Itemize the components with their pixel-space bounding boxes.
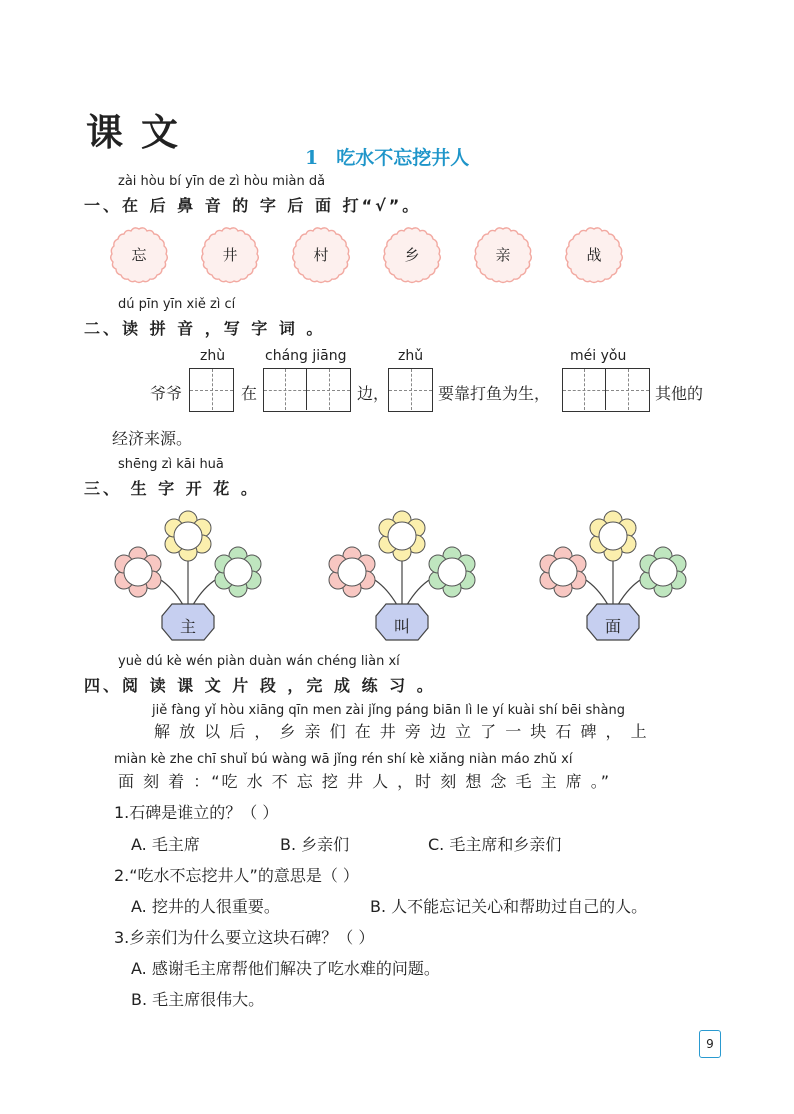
- q4-label: 四、阅 读 课 文 片 段 ，完 成 练 习 。: [84, 676, 436, 695]
- page-number: 9: [699, 1030, 721, 1058]
- lesson-title: [305, 143, 469, 170]
- question-3: 3.乡亲们为什么要立这块石碑？（ ）: [114, 928, 375, 947]
- pinyin-changjiang: cháng jiāng: [265, 348, 347, 364]
- passage-line-1: 解 放 以 后 ， 乡 亲 们 在 井 旁 边 立 了 一 块 石 碑 ， 上: [154, 722, 649, 741]
- badge-char-4[interactable]: [383, 226, 441, 284]
- q1-option-a[interactable]: A. 毛主席: [131, 835, 200, 854]
- q2-label: 二、读 拼 音 ，写 字 词 。: [84, 319, 326, 338]
- badge-char-text: 战: [586, 246, 602, 264]
- write-grid-zhu[interactable]: [189, 368, 234, 412]
- question-1: 1.石碑是谁立的？（ ）: [114, 803, 279, 822]
- q2-option-a[interactable]: A. 挖井的人很重要。: [131, 897, 280, 916]
- pinyin-meiyou: méi yǒu: [570, 348, 627, 364]
- text-line2: 经济来源。: [112, 429, 193, 448]
- q3-option-b[interactable]: B. 毛主席很伟大。: [131, 990, 265, 1009]
- flower-pot-1[interactable]: [108, 504, 268, 644]
- section-title: 课文: [86, 111, 196, 154]
- badge-char-text: 村: [313, 246, 329, 264]
- lesson-number: 1: [305, 147, 319, 169]
- q2-pinyin: dú pīn yīn xiě zì cí: [118, 297, 236, 312]
- passage-pinyin-2: miàn kè zhe chī shuǐ bú wàng wā jǐng rén shí kè xiǎng niàn máo zhǔ xí: [114, 752, 573, 767]
- question-2: 2.“吃水不忘挖井人”的意思是（ ）: [114, 866, 359, 885]
- badge-char-6[interactable]: [565, 226, 623, 284]
- badge-char-text: 忘: [131, 246, 147, 264]
- q1-pinyin: zài hòu bí yīn de zì hòu miàn dǎ: [118, 174, 326, 189]
- q3-label: 三、 生 字 开 花 。: [84, 479, 260, 498]
- passage-pinyin-1: jiě fàng yǐ hòu xiāng qīn men zài jǐng páng biān lì le yí kuài shí bēi shàng: [152, 703, 625, 718]
- text-yaokao: 要靠打鱼为生，: [438, 384, 551, 403]
- q1-option-c[interactable]: C. 毛主席和乡亲们: [428, 835, 562, 854]
- pot-char: 叫: [394, 617, 411, 636]
- text-zai: 在: [241, 384, 258, 403]
- text-bian: 边，: [357, 384, 390, 403]
- badge-char-2[interactable]: [201, 226, 259, 284]
- text-yeye: 爷爷: [150, 384, 183, 403]
- badge-char-text: 乡: [404, 246, 420, 264]
- text-qita: 其他的: [655, 384, 704, 403]
- q3-option-a[interactable]: A. 感谢毛主席帮他们解决了吃水难的问题。: [131, 959, 440, 978]
- q4-pinyin: yuè dú kè wén piàn duàn wán chéng liàn xí: [118, 654, 400, 669]
- pot-char: 面: [605, 617, 622, 636]
- badge-char-5[interactable]: [474, 226, 532, 284]
- flower-pot-2[interactable]: [322, 504, 482, 644]
- q1-option-b[interactable]: B. 乡亲们: [280, 835, 350, 854]
- q2-option-b[interactable]: B. 人不能忘记关心和帮助过自己的人。: [370, 897, 648, 916]
- flower-pot-3[interactable]: [533, 504, 693, 644]
- write-grid-changjiang[interactable]: [263, 368, 351, 412]
- pot-char: 主: [180, 617, 197, 636]
- lesson-name: 吃水不忘挖井人: [336, 147, 470, 169]
- passage-line-2: 面 刻 着 ：“吃 水 不 忘 挖 井 人 ，时 刻 想 念 毛 主 席 。”: [118, 772, 612, 791]
- badge-char-text: 亲: [495, 246, 511, 264]
- write-grid-meiyou[interactable]: [562, 368, 650, 412]
- write-grid-zhu2[interactable]: [388, 368, 433, 412]
- badge-char-text: 井: [222, 246, 238, 264]
- pinyin-zhu-1: zhù: [200, 348, 226, 364]
- q1-label: 一、在 后 鼻 音 的 字 后 面 打“√”。: [84, 196, 422, 215]
- badge-char-1[interactable]: [110, 226, 168, 284]
- q3-pinyin: shēng zì kāi huā: [118, 457, 224, 472]
- badge-char-3[interactable]: [292, 226, 350, 284]
- pinyin-zhu-2: zhǔ: [398, 348, 424, 364]
